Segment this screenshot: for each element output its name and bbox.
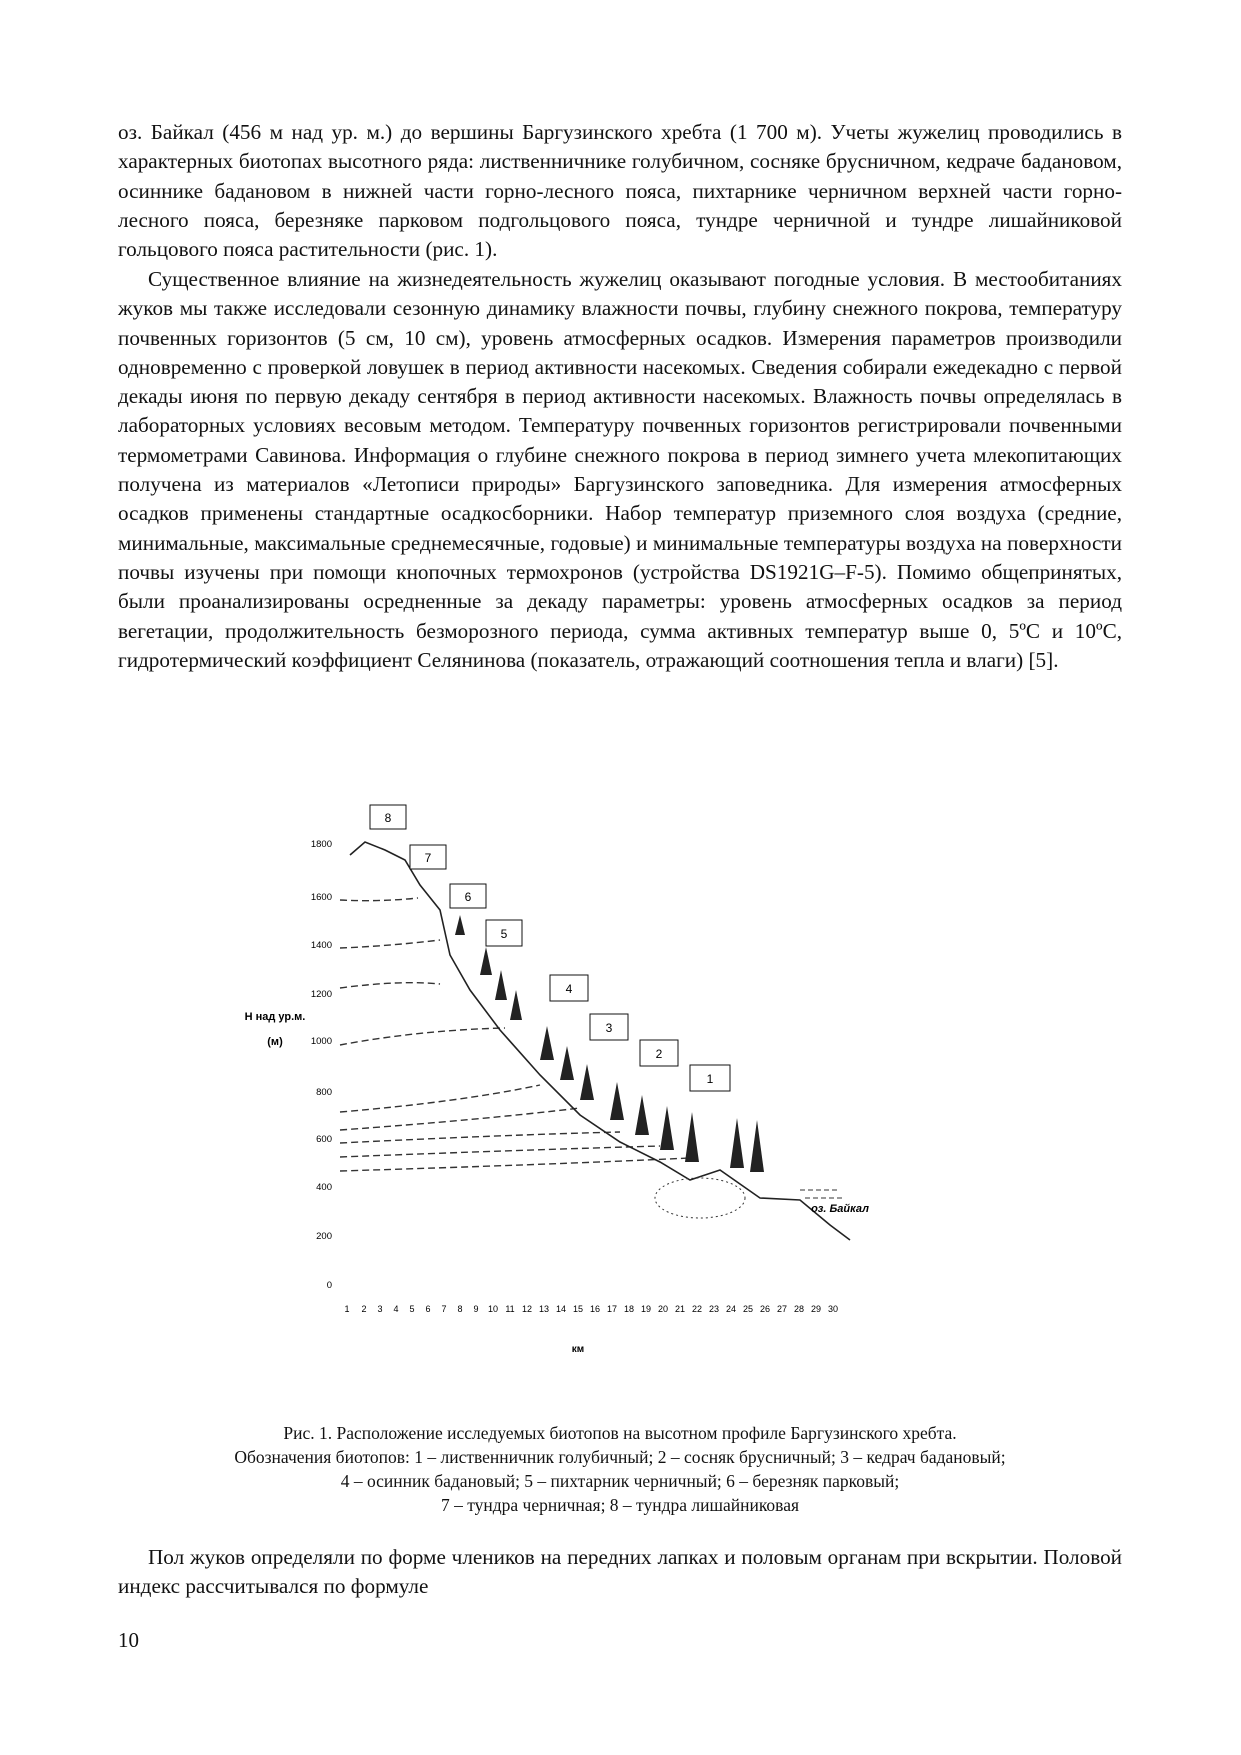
mountain-slope [350,842,850,1240]
x-tick: 11 [505,1304,515,1314]
tree [455,915,465,935]
lake-surface [800,1190,845,1198]
tree [560,1046,574,1080]
y-axis-label-1: Н над ур.м. [244,1011,306,1023]
dash-1000 [340,1028,505,1045]
x-tick: 22 [691,1304,703,1314]
x-tick: 19 [640,1304,652,1314]
y-tick: 1400 [310,940,332,951]
trees [455,915,764,1172]
biotope-box-label-3: 3 [605,1021,613,1035]
y-tick: 600 [316,1134,332,1145]
x-tick: 14 [555,1304,567,1314]
tree [610,1082,624,1120]
paragraph-intro: оз. Байкал (456 м над ур. м.) до вершины Баргузинского хребта (1 700 м). Учеты жужелиц проводились в характерных биотопах высотного ряда: лиственничнике голубичном, сосняке брусничном, кедраче бадановом, осиннике бадановом в нижней части горно-лесного пояса, пихтарнике черничном верхней части горно-лесного пояса, березняке парковом подгольцового пояса, тундре черничной и тундре лишайниковой гольцового пояса растительности (рис. 1). [118,120,1122,262]
dash-700 [340,1108,580,1130]
x-tick: 20 [657,1304,669,1314]
biotope-box-label-2: 2 [655,1047,663,1061]
paragraph-sex-index: Пол жуков определяли по форме члеников на передних лапках и половым органам при вскрытии. Половой индекс рассчитывался по формуле [118,1545,1122,1599]
x-tick: 15 [572,1304,584,1314]
x-tick: 24 [725,1304,737,1314]
dash-600 [340,1146,660,1157]
biotope-box-label-6: 6 [464,890,472,904]
dash-650 [340,1132,620,1143]
y-tick: 1800 [310,839,332,850]
figure-content [245,805,869,1355]
tree [660,1106,674,1150]
x-tick: 30 [827,1304,839,1314]
caption-line-2: Обозначения биотопов: 1 – лиственничник голубичный; 2 – сосняк брусничный; 3 – кедрач бадановый; [234,1447,1006,1467]
x-tick: 5 [409,1304,415,1314]
y-tick: 1000 [310,1036,332,1047]
tree [750,1120,764,1172]
tree [510,990,522,1020]
x-tick: 4 [393,1304,399,1314]
caption-line-1: Рис. 1. Расположение исследуемых биотопов на высотном профиле Баргузинского хребта. [283,1423,957,1443]
dash-800 [340,1085,540,1112]
x-tick: 7 [441,1304,447,1314]
x-tick: 8 [457,1304,463,1314]
tree [730,1118,744,1168]
x-tick: 21 [674,1304,686,1314]
forest-ring [655,1178,745,1218]
dash-1200 [340,983,440,988]
tree [495,970,507,1000]
dash-1600 [340,898,418,901]
x-tick: 9 [473,1304,479,1314]
y-tick: 0 [326,1280,332,1291]
tree [580,1064,594,1100]
tree [635,1095,649,1135]
x-tick: 18 [623,1304,635,1314]
lake-label: оз. Байкал [811,1203,869,1215]
x-tick: 12 [521,1304,533,1314]
tree [480,947,492,975]
x-tick: 6 [425,1304,431,1314]
y-tick: 400 [316,1182,332,1193]
y-axis-label-2: (м) [267,1036,283,1048]
biotope-box-label-8: 8 [384,811,392,825]
caption-line-3: 4 – осинник бадановый; 5 – пихтарник черничный; 6 – березняк парковый; [340,1471,900,1491]
x-axis-label: км [571,1344,585,1355]
caption-line-4: 7 – тундра черничная; 8 – тундра лишайниковая [440,1495,800,1515]
x-tick: 13 [538,1304,550,1314]
y-ticks [311,839,332,1291]
x-tick: 2 [361,1304,367,1314]
altitude-profile-figure [240,780,1000,1410]
page-number: 10 [118,1628,139,1652]
tree [685,1112,699,1162]
x-tick: 1 [344,1304,350,1314]
x-ticks [344,1304,838,1314]
x-tick: 27 [776,1304,788,1314]
x-tick: 16 [589,1304,601,1314]
y-tick: 200 [316,1231,332,1242]
dash-1400 [340,940,440,948]
paragraph-methods: Существенное влияние на жизнедеятельность жужелиц оказывают погодные условия. В местообитаниях жуков мы также исследовали сезонную динамику влажности почвы, глубину снежного покрова, температуру почвенных горизонтов (5 см, 10 см), уровень атмосферных осадков. Измерения параметров производили одновременно с проверкой ловушек в период активности насекомых. Сведения собирали ежедекадно с первой декады июня по первую декаду сентября в период активности насекомых. Влажность почвы определялась в лабораторных условиях весовым методом. Температуру почвенных горизонтов регистрировали почвенными термометрами Савинова. Информация о глубине снежного покрова в период зимнего учета млекопитающих получена из материалов «Летописи природы» Баргузинского заповедника. Для измерения атмосферных осадков применены стандартные осадкосборники. Набор температур приземного слоя воздуха (средние, минимальные, максимальные среднемесячные, годовые) и минимальные температуры воздуха на поверхности почвы изучены при помощи кнопочных термохронов (устройства DS1921G–F-5). Помимо общепринятых, были проанализированы осредненные за декаду параметры: уровень атмосферных осадков за период вегетации, продолжительность безморозного периода, сумма активных температур выше 0, 5ºС и 10ºС, гидротермический коэффициент Селянинова (показатель, отражающий соотношения тепла и влаги) [5]. [118,267,1122,672]
x-tick: 23 [708,1304,720,1314]
biotope-box-label-4: 4 [565,982,573,996]
x-tick: 28 [793,1304,805,1314]
x-tick: 17 [606,1304,618,1314]
dash-560 [340,1158,690,1171]
y-tick: 1600 [310,892,332,903]
biotope-box-label-5: 5 [500,927,508,941]
y-tick: 1200 [310,989,332,1000]
biotope-box-label-7: 7 [424,851,432,865]
tree [540,1026,554,1060]
x-tick: 25 [742,1304,754,1314]
x-tick: 3 [377,1304,383,1314]
x-tick: 26 [759,1304,771,1314]
y-tick: 800 [316,1087,332,1098]
x-tick: 29 [810,1304,822,1314]
figure-caption [118,1421,1122,1517]
x-tick: 10 [487,1304,499,1314]
biotope-box-label-1: 1 [706,1072,714,1086]
